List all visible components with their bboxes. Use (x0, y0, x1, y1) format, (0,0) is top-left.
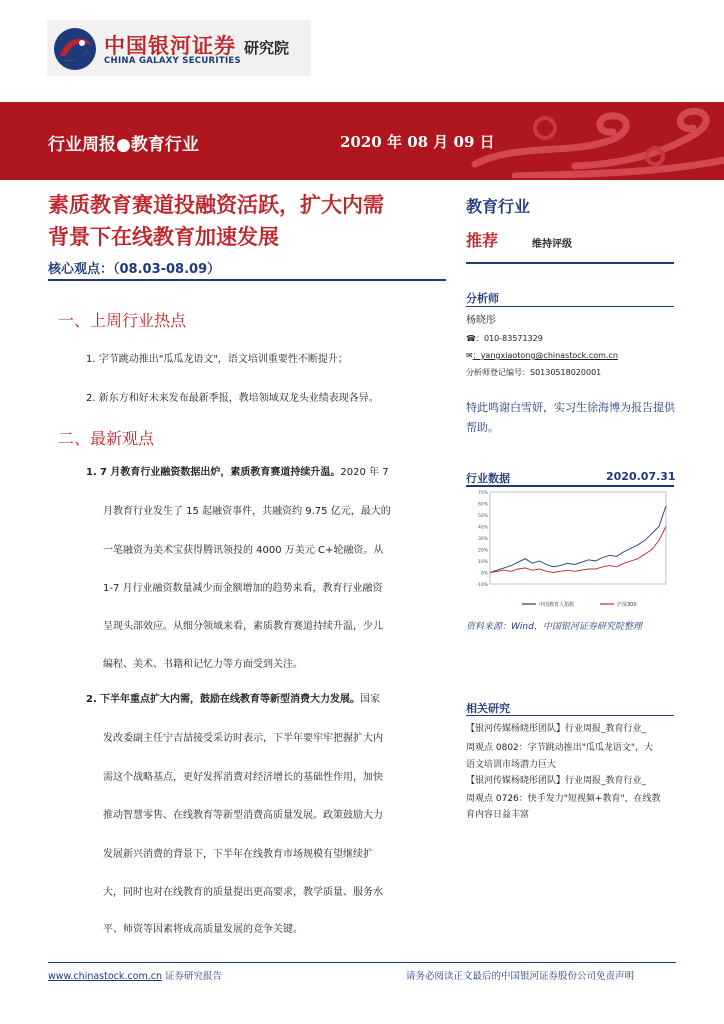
core-view-heading: 核心观点：（08.03-08.09） (48, 262, 221, 277)
point-text: 2020 年 7 (340, 467, 389, 478)
footer-left: www.chinastock.com.cn 证券研究报告 (48, 971, 222, 982)
x-tick-mark: · (565, 592, 570, 595)
point-text: 国家 (359, 694, 380, 705)
x-tick-mark: · (658, 592, 664, 595)
industry-index-chart (466, 488, 676, 612)
list-item: 2. 新东方和好未来发布最新季报，教培领域双龙头业绩表现各异。 (86, 393, 379, 404)
section-heading-latest-views: 二、最新观点 (58, 429, 155, 448)
industry-name: 教育行业 (466, 197, 531, 216)
related-research-label: 相关研究 (466, 702, 510, 715)
legend-label: 沪深300 (617, 602, 637, 608)
y-tick-label: 10% (477, 560, 488, 565)
report-title (48, 189, 448, 253)
mail-icon: ✉ (466, 351, 473, 360)
related-item-line[interactable]: 【银河传媒杨晓彤团队】行业周报_教育行业_ (466, 724, 647, 734)
x-tick-mark: · (621, 592, 626, 595)
divider (466, 485, 674, 487)
industry-data-label: 行业数据 (466, 472, 510, 485)
logo-english-name: CHINA GALAXY SECURITIES (104, 56, 241, 66)
y-tick-label: -10% (476, 583, 488, 588)
point-highlight: 下半年重点扩大内需，鼓励在线教育等新型消费大力发展。 (99, 694, 360, 705)
analyst-name: 杨晓彤 (466, 315, 496, 326)
footer-disclaimer: 请务必阅读正文最后的中国银河证券股份公司免责声明 (406, 971, 635, 982)
paragraph-line: 推动智慧零售、在线教育等新型消费高质量发展。政策鼓励大力 (103, 810, 383, 821)
y-tick-label: 70% (477, 491, 488, 496)
paragraph-line: 需这个战略基点，更好发挥消费对经济增长的基础性作用，加快 (103, 772, 383, 783)
y-tick-label: 60% (477, 502, 488, 508)
y-tick-label: 40% (477, 525, 488, 531)
related-item-line[interactable]: 语文培训市场潜力巨大 (466, 760, 557, 770)
cloud-decoration-icon (455, 104, 724, 178)
x-tick-mark: · (602, 592, 608, 595)
x-tick-mark: · (528, 592, 533, 595)
analyst-license: 分析师登记编号：S0130518020001 (466, 368, 602, 377)
analyst-phone: ☎：010-83571329 (466, 334, 543, 343)
y-tick-label: 30% (477, 537, 488, 542)
related-item-line[interactable]: 周观点 0726：快手发力"短视频+教育"，在线教 (466, 794, 661, 804)
section-heading-hotspots: 一、上周行业热点 (58, 311, 187, 330)
related-item-line[interactable]: 育内容日益丰富 (466, 810, 530, 820)
paragraph-line (86, 690, 380, 705)
related-item-line[interactable]: 【银河传媒杨晓彤团队】行业周报_教育行业_ (466, 776, 647, 786)
paragraph-line: 呈现头部效应。从细分领域来看，素质教育赛道持续升温，少儿 (103, 621, 383, 632)
paragraph-line: 发改委副主任宁吉喆接受采访时表示，下半年要牢牢把握扩大内 (103, 733, 383, 744)
logo-chinese-name: 中国银河证券 (104, 34, 236, 58)
paragraph-line: 发展新兴消费的背景下，下半年在线教育市场规模有望继续扩 (103, 849, 373, 860)
list-item: 1. 字节跳动推出"瓜瓜龙语文"，语文培训重要性不断提升； (86, 354, 348, 365)
legend-label: 中国教育人指数 (539, 602, 575, 608)
related-item-line[interactable]: 周观点 0802：字节跳动推出"瓜瓜龙语文"，大 (466, 743, 654, 753)
paragraph-line: 月教育行业发生了 15 起融资事件，共融资约 9.75 亿元，最大的 (103, 506, 391, 517)
series-line-0 (490, 506, 666, 573)
divider (466, 715, 674, 716)
point-number: 2. (86, 694, 97, 705)
footer-divider (48, 962, 676, 963)
paragraph-line: 平、师资等因素将成高质量发展的竞争关键。 (103, 924, 303, 935)
analyst-email[interactable]: ✉：yangxiaotong@chinastock.com.cn (466, 351, 618, 360)
point-number: 1. (86, 467, 97, 478)
chart-source: 资料来源：Wind，中国银河证券研究院整理 (466, 622, 642, 632)
rating-label: 维持评级 (532, 239, 572, 250)
x-tick-mark: · (490, 592, 496, 595)
point-highlight: 7 月教育行业融资数据出炉，素质教育赛道持续升温。 (99, 467, 341, 478)
analyst-label: 分析师 (466, 292, 499, 305)
paragraph-line (86, 463, 389, 478)
phone-icon: ☎ (466, 334, 476, 343)
x-tick-mark: · (584, 592, 589, 595)
x-tick-mark: · (640, 592, 645, 595)
y-tick-label: 20% (477, 548, 488, 554)
title-line-2: 背景下在线教育加速发展 (48, 225, 279, 249)
website-link[interactable]: www.chinastock.com.cn (48, 971, 162, 982)
x-tick-mark: · (509, 592, 514, 595)
galaxy-logo-icon (52, 26, 98, 72)
paragraph-line: 1-7 月行业融资数量减少而金额增加的趋势来看，教育行业融资 (103, 583, 383, 594)
x-tick-mark: · (546, 592, 552, 595)
industry-data-date: 2020.07.31 (606, 470, 676, 483)
series-line-1 (490, 527, 666, 573)
report-type: 行业周报●教育行业 (48, 135, 199, 155)
divider (466, 262, 674, 264)
institute-label: 研究院 (244, 39, 290, 57)
paragraph-line: 大，同时也对在线教育的质量提出更高要求，教学质量、服务水 (103, 887, 383, 898)
divider (466, 306, 674, 307)
divider (48, 279, 446, 281)
recommendation: 推荐 (466, 231, 499, 250)
title-line-1: 素质教育赛道投融资活跃，扩大内需 (48, 193, 384, 217)
paragraph-line: 编程、美术、书籍和记忆力等方面受到关注。 (103, 659, 303, 670)
plot-frame (490, 492, 666, 584)
y-tick-label: 50% (477, 514, 488, 519)
y-tick-label: 0% (480, 571, 488, 577)
acknowledgement-note: 特此鸣谢白雪妍，实习生徐海博为报告提供帮助。 (466, 401, 675, 434)
paragraph-line: 一笔融资为美术宝获得腾讯领投的 4000 万美元 C+轮融资。从 (103, 545, 384, 556)
report-date: 2020 年 08 月 09 日 (340, 133, 495, 151)
